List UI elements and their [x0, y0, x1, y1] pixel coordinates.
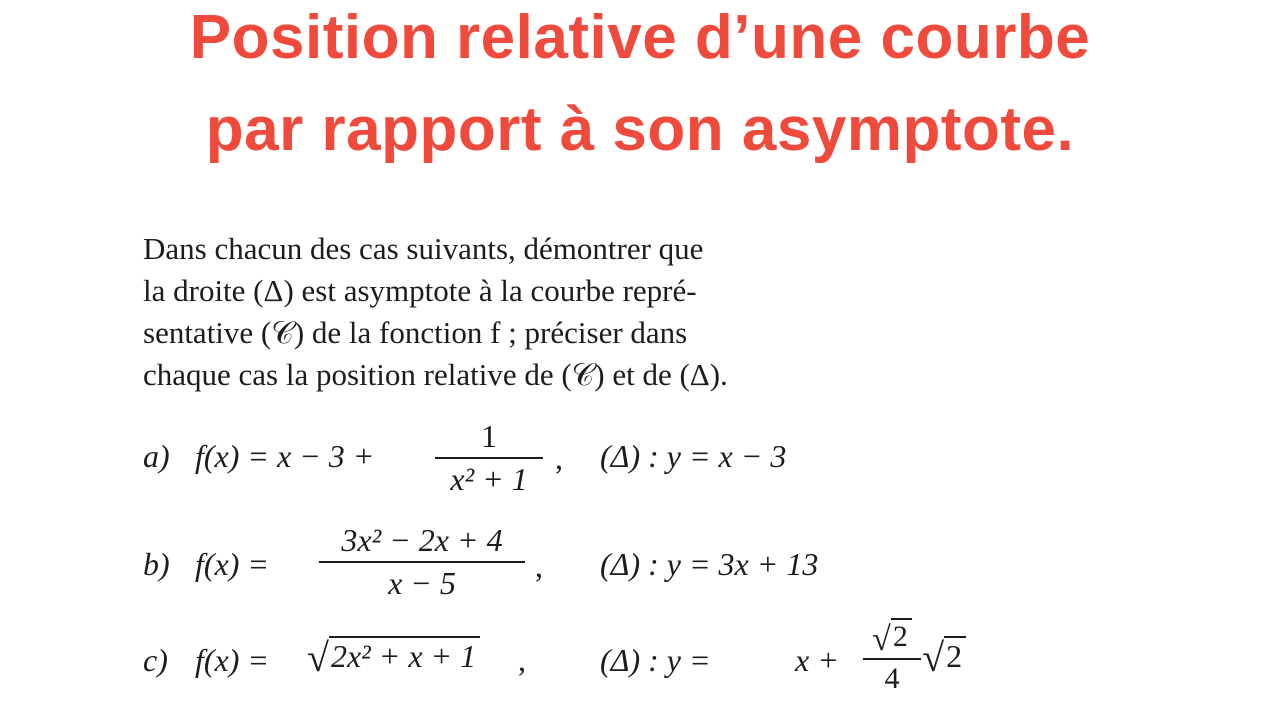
item-c-function: f(x) =	[195, 642, 269, 678]
item-a-denominator: x² + 1	[450, 461, 528, 497]
item-a-fraction	[435, 418, 543, 498]
item-c-asym-sqrt	[922, 635, 966, 680]
item-c-sqrt	[307, 635, 480, 680]
item-b-asymptote: (Δ) : y = 3x + 13	[600, 546, 819, 582]
fraction-bar	[319, 561, 525, 563]
item-a-numerator: 1	[481, 418, 497, 454]
item-c-asym-fraction	[863, 618, 921, 696]
item-c-radicand: 2x² + x + 1	[329, 636, 480, 675]
item-a-function: f(x) = x − 3 +	[195, 438, 375, 474]
sqrt-symbol: √	[922, 635, 945, 680]
statement-line: sentative (𝒞) de la fonction f ; préciser dans	[143, 315, 688, 350]
item-c-label: c)	[143, 642, 168, 678]
item-c-asym-denominator: 4	[884, 662, 900, 695]
item-a-label: a)	[143, 438, 170, 474]
item-c-asym-radicand: 2	[944, 636, 966, 675]
item-b-label: b)	[143, 546, 170, 582]
item-b-denominator: x − 5	[388, 565, 456, 601]
item-b-numerator: 3x² − 2x + 4	[341, 522, 503, 558]
title-line-2: par rapport à son asymptote.	[205, 95, 1075, 164]
exercise-statement	[143, 228, 943, 396]
item-c	[143, 620, 1043, 716]
item-b-fraction	[319, 522, 525, 602]
item-b	[143, 522, 1043, 612]
item-c-asym-numerator	[863, 618, 921, 656]
item-c-asym-mid: x +	[795, 642, 839, 678]
sqrt-symbol: √	[307, 635, 329, 680]
item-a	[143, 418, 1043, 508]
sqrt-symbol: √	[872, 621, 891, 658]
item-c-asym-num-radicand: 2	[891, 618, 912, 654]
statement-line: Dans chacun des cas suivants, démontrer que	[143, 231, 704, 266]
item-b-function: f(x) =	[195, 546, 269, 582]
fraction-bar	[863, 658, 921, 660]
item-c-asymptote-prefix: (Δ) : y =	[600, 642, 711, 678]
item-a-asymptote: (Δ) : y = x − 3	[600, 438, 787, 474]
fraction-bar	[435, 457, 543, 459]
statement-line: chaque cas la position relative de (𝒞) et de (Δ).	[143, 357, 728, 392]
item-c-separator: ,	[518, 642, 526, 678]
statement-line: la droite (Δ) est asymptote à la courbe repré-	[143, 273, 697, 308]
item-a-separator: ,	[555, 440, 563, 476]
title-line-1: Position relative d’une courbe	[189, 3, 1091, 72]
item-b-separator: ,	[535, 548, 543, 584]
